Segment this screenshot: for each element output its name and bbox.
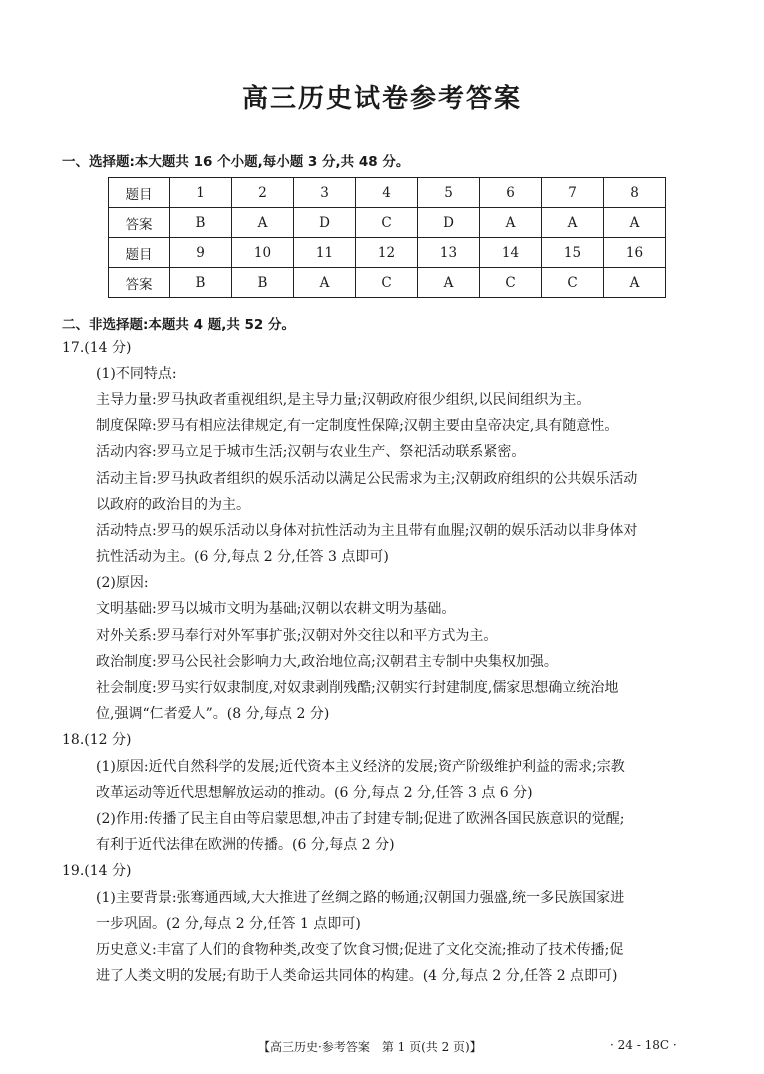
table-cell: C [542, 268, 604, 298]
q17-line: 抗性活动为主。(6 分,每点 2 分,任答 3 点即可) [96, 549, 389, 565]
section2-heading: 二、非选择题:本题共 4 题,共 52 分。 [62, 317, 296, 333]
table-cell: C [480, 268, 542, 298]
page-title: 高三历史试卷参考答案 [241, 84, 522, 114]
q19-line: (1)主要背景:张骞通西域,大大推进了丝绸之路的畅通;汉朝国力强盛,统一多民族国家进 [96, 890, 625, 906]
q17-line: 制度保障:罗马有相应法律规定,有一定制度性保障;汉朝主要由皇帝决定,具有随意性。 [96, 418, 619, 434]
table-row [109, 208, 666, 238]
table-cell: 11 [294, 238, 356, 268]
section1-heading: 一、选择题:本大题共 16 个小题,每小题 3 分,共 48 分。 [62, 154, 410, 170]
footer-code: · 24 - 18C · [610, 1038, 677, 1052]
q19-line: 进了人类文明的发展;有助于人类命运共同体的构建。(4 分,每点 2 分,任答 2 点即可) [96, 968, 618, 984]
table-cell: A [232, 208, 294, 238]
table-cell: 3 [294, 178, 356, 208]
q17-line: (2)原因: [96, 575, 149, 591]
table-cell: 15 [542, 238, 604, 268]
table-cell: C [356, 268, 418, 298]
q17-line: 位,强调“仁者爱人”。(8 分,每点 2 分) [96, 706, 330, 722]
q17-line: 以政府的政治目的为主。 [96, 497, 250, 513]
q17-line: 活动主旨:罗马执政者组织的娱乐活动以满足公民需求为主;汉朝政府组织的公共娱乐活动 [96, 471, 638, 487]
table-cell: B [170, 268, 232, 298]
table-cell: 5 [418, 178, 480, 208]
footer-page-info: 【高三历史·参考答案 第 1 页(共 2 页)】 [258, 1040, 482, 1054]
table-cell-label: 题目 [109, 178, 170, 208]
table-row [109, 268, 666, 298]
q18-line: 有利于近代法律在欧洲的传播。(6 分,每点 2 分) [96, 837, 395, 853]
table-cell: A [480, 208, 542, 238]
table-cell: 7 [542, 178, 604, 208]
table-cell: 16 [604, 238, 666, 268]
table-cell: B [170, 208, 232, 238]
table-cell: C [356, 208, 418, 238]
q19-line: 历史意义:丰富了人们的食物种类,改变了饮食习惯;促进了文化交流;推动了技术传播;促 [96, 942, 624, 958]
table-cell: A [294, 268, 356, 298]
table-cell: 1 [170, 178, 232, 208]
question-19-number: 19.(14 分) [62, 863, 132, 879]
table-cell: A [418, 268, 480, 298]
q18-line: 改革运动等近代思想解放运动的推动。(6 分,每点 2 分,任答 3 点 6 分) [96, 785, 533, 801]
q17-line: 政治制度:罗马公民社会影响力大,政治地位高;汉朝君主专制中央集权加强。 [96, 654, 558, 670]
table-row [109, 178, 666, 208]
table-cell-label: 答案 [109, 208, 170, 238]
table-cell: 10 [232, 238, 294, 268]
q17-line: 社会制度:罗马实行奴隶制度,对奴隶剥削残酷;汉朝实行封建制度,儒家思想确立统治地 [96, 680, 619, 696]
table-cell: 8 [604, 178, 666, 208]
q17-line: 主导力量:罗马执政者重视组织,是主导力量;汉朝政府很少组织,以民间组织为主。 [96, 392, 591, 408]
table-row [109, 238, 666, 268]
table-cell: A [604, 208, 666, 238]
table-cell: A [604, 268, 666, 298]
table-cell-label: 答案 [109, 268, 170, 298]
table-cell: 2 [232, 178, 294, 208]
table-cell-label: 题目 [109, 238, 170, 268]
q17-line: 活动特点:罗马的娱乐活动以身体对抗性活动为主且带有血腥;汉朝的娱乐活动以非身体对 [96, 523, 638, 539]
table-cell: B [232, 268, 294, 298]
table-cell: 14 [480, 238, 542, 268]
question-17-number: 17.(14 分) [62, 340, 132, 356]
q18-line: (2)作用:传播了民主自由等启蒙思想,冲击了封建专制;促进了欧洲各国民族意识的觉醒; [96, 811, 625, 827]
table-cell: 12 [356, 238, 418, 268]
table-cell: 9 [170, 238, 232, 268]
table-cell: 6 [480, 178, 542, 208]
table-cell: D [418, 208, 480, 238]
table-cell: D [294, 208, 356, 238]
answer-table [108, 177, 666, 298]
q17-line: 活动内容:罗马立足于城市生活;汉朝与农业生产、祭祀活动联系紧密。 [96, 444, 526, 460]
table-cell: 4 [356, 178, 418, 208]
table-cell: A [542, 208, 604, 238]
q18-line: (1)原因:近代自然科学的发展;近代资本主义经济的发展;资产阶级维护利益的需求;宗教 [96, 759, 625, 775]
q19-line: 一步巩固。(2 分,每点 2 分,任答 1 点即可) [96, 916, 361, 932]
q17-line: (1)不同特点: [96, 366, 177, 382]
table-cell: 13 [418, 238, 480, 268]
q17-line: 文明基础:罗马以城市文明为基础;汉朝以农耕文明为基础。 [96, 601, 456, 617]
question-18-number: 18.(12 分) [62, 732, 132, 748]
q17-line: 对外关系:罗马奉行对外军事扩张;汉朝对外交往以和平方式为主。 [96, 628, 498, 644]
